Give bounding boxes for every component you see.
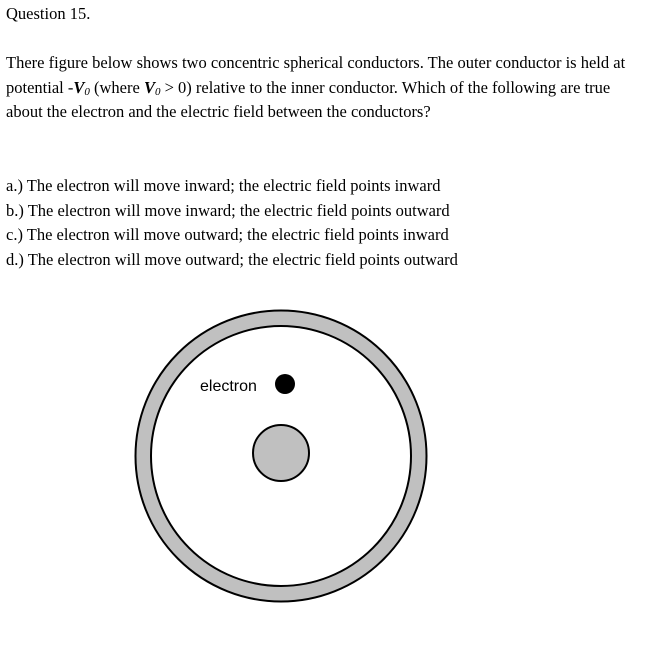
option-a: a.) The electron will move inward; the electric field points inward bbox=[6, 176, 441, 195]
option-b: b.) The electron will move inward; the electric field points outward bbox=[6, 200, 450, 220]
option-c: c.) The electron will move outward; the electric field points inward bbox=[6, 225, 449, 245]
question-heading: Question 15. bbox=[6, 4, 91, 23]
v0-symbol-letter: V bbox=[73, 77, 85, 97]
option-d: d.) The electron will move outward; the electric field points outward bbox=[6, 249, 458, 269]
question-text-part2: (where bbox=[89, 77, 144, 97]
v0-symbol-subscript: 0 bbox=[84, 85, 90, 98]
inner-conductor bbox=[253, 425, 309, 481]
v0-symbol-second-subscript: 0 bbox=[154, 85, 161, 98]
electron-label: electron bbox=[200, 378, 257, 395]
v0-symbol-second-letter: V bbox=[143, 77, 155, 97]
question-text-part1: There figure below shows two concentric spherical conductors. The outer conductor is held at potential - bbox=[6, 53, 626, 97]
electron-dot bbox=[275, 374, 295, 394]
question-text-part3: > 0) relative to the inner conductor. Which of the following are true about the electron and the electric field between the conductors? bbox=[6, 77, 611, 121]
